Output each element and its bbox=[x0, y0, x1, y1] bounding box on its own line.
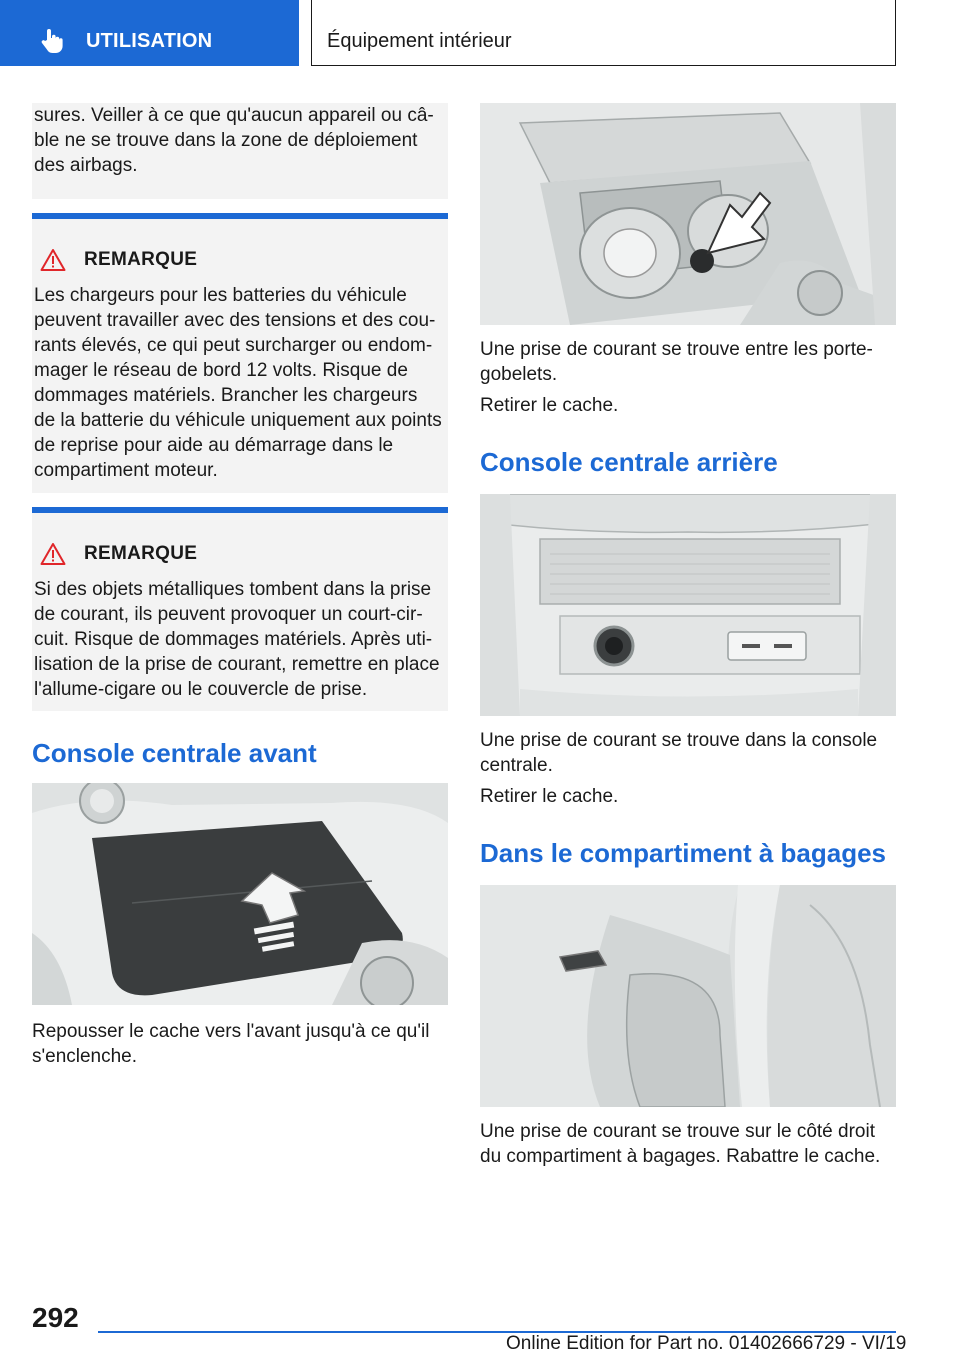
note-metal-objects bbox=[32, 507, 448, 711]
note-text: Si des objets métalliques tombent dans la prise de courant, ils peuvent provoquer un court-cir-cuit. Risque de dommages matériels. Après uti-lisation de la prise de courant, remettre en place l'allume-cigare ou le couvercle de prise. bbox=[34, 579, 440, 700]
chapter-header bbox=[311, 0, 896, 66]
note-chargers bbox=[32, 213, 448, 493]
heading-front-console: Console centrale avant bbox=[32, 738, 317, 768]
left-column bbox=[32, 103, 448, 1069]
photo-cupholder bbox=[480, 103, 896, 325]
heading-luggage-compartment: Dans le compartiment à bagages bbox=[480, 838, 887, 868]
caption-rear-console: Une prise de courant se trouve dans la console centrale. bbox=[480, 730, 878, 776]
photo-front-console bbox=[32, 783, 448, 1005]
note-title: REMARQUE bbox=[84, 543, 198, 564]
section-title: UTILISATION bbox=[86, 30, 213, 52]
instruction-rear-console: Retirer le cache. bbox=[480, 786, 619, 807]
hand-pointer-icon bbox=[40, 28, 64, 54]
warning-triangle-icon bbox=[40, 248, 66, 272]
caption-front-console: Repousser le cache vers l'avant jusqu'à ce qu'il s'enclenche. bbox=[32, 1021, 430, 1067]
warning-triangle-icon bbox=[40, 542, 66, 566]
instruction-cupholder: Retirer le cache. bbox=[480, 395, 619, 416]
section-tab bbox=[0, 0, 299, 66]
note-title: REMARQUE bbox=[84, 249, 198, 270]
chapter-title: Équipement intérieur bbox=[327, 30, 512, 52]
photo-luggage-compartment bbox=[480, 885, 896, 1107]
note-text: Les chargeurs pour les batteries du véhicule peuvent travailler avec des tensions et des cou-rants élevés, ce qui peut surcharger ou endom-mager le réseau de bord 12 volts. Risque de dommages matériels. Brancher les chargeurs de la batterie du véhicule uniquement aux points de reprise pour aide au démarrage dans le compartiment moteur. bbox=[34, 285, 442, 481]
caption-luggage-compartment: Une prise de courant se trouve sur le côté droit du compartiment à bagages. Rabattre le cache. bbox=[480, 1121, 881, 1167]
page-number: 292 bbox=[32, 1302, 79, 1333]
heading-rear-console: Console centrale arrière bbox=[480, 447, 778, 477]
edition-info: Online Edition for Part no. 01402666729 - VI/19 bbox=[506, 1333, 907, 1354]
right-column bbox=[480, 103, 896, 1169]
continued-note bbox=[32, 103, 448, 199]
caption-cupholder: Une prise de courant se trouve entre les porte-gobelets. bbox=[480, 339, 873, 385]
photo-rear-console bbox=[480, 494, 896, 716]
continued-note-text: sures. Veiller à ce que qu'aucun appareil ou câ-ble ne se trouve dans la zone de déploiement des airbags. bbox=[34, 105, 434, 176]
